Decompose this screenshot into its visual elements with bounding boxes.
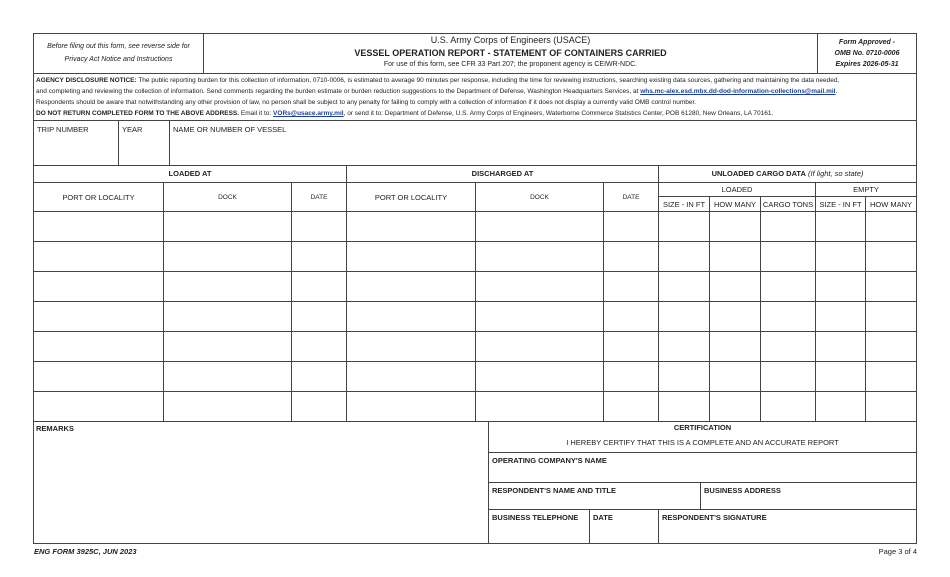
table-cell-empty-size[interactable] (816, 242, 866, 272)
operating-company-label: OPERATING COMPANY'S NAME (492, 456, 607, 465)
column-header-loaded-cargo-tons: CARGO TONS (761, 197, 816, 212)
table-cell-loaded-cargo-tons[interactable] (761, 272, 816, 302)
instructions-note-line1: Before filing out this form, see reverse side for (47, 43, 190, 50)
table-cell-dock-discharged[interactable] (476, 212, 604, 242)
trip-number-field[interactable] (34, 121, 119, 166)
table-cell-date-loaded[interactable] (292, 332, 347, 362)
table-cell-date-loaded[interactable] (292, 272, 347, 302)
table-cell-dock-loaded[interactable] (164, 332, 292, 362)
table-cell-port-loaded[interactable] (34, 302, 164, 332)
table-cell-empty-size[interactable] (816, 392, 866, 422)
omb-approval-line1: Form Approved - (838, 39, 896, 46)
table-cell-date-loaded[interactable] (292, 212, 347, 242)
table-cell-loaded-how-many[interactable] (710, 302, 761, 332)
table-cell-date-discharged[interactable] (604, 362, 659, 392)
table-cell-date-discharged[interactable] (604, 212, 659, 242)
return-text-2: , or send it to: Department of Defense, U.S. Army Corps of Engineers, Waterborne Commerce Statistics Center, POB 61280, New Orleans, LA 70161. (343, 110, 774, 117)
table-cell-loaded-cargo-tons[interactable] (761, 362, 816, 392)
table-cell-empty-how-many[interactable] (866, 272, 916, 302)
table-cell-loaded-size[interactable] (659, 362, 710, 392)
table-cell-port-loaded[interactable] (34, 272, 164, 302)
table-cell-dock-loaded[interactable] (164, 392, 292, 422)
table-cell-date-loaded[interactable] (292, 302, 347, 332)
signature-label: RESPONDENT'S SIGNATURE (662, 513, 767, 522)
table-cell-loaded-how-many[interactable] (710, 332, 761, 362)
empty-subheader: EMPTY (816, 183, 916, 197)
table-cell-date-discharged[interactable] (604, 332, 659, 362)
table-cell-loaded-cargo-tons[interactable] (761, 212, 816, 242)
certification-statement: I HEREBY CERTIFY THAT THIS IS A COMPLETE AND AN ACCURATE REPORT (489, 435, 916, 453)
disclosure-notice (34, 74, 916, 121)
table-cell-loaded-size[interactable] (659, 272, 710, 302)
table-cell-port-loaded[interactable] (34, 332, 164, 362)
table-cell-empty-how-many[interactable] (866, 392, 916, 422)
column-header-empty-how-many: HOW MANY (866, 197, 916, 212)
table-cell-empty-size[interactable] (816, 362, 866, 392)
table-cell-dock-loaded[interactable] (164, 272, 292, 302)
table-cell-dock-discharged[interactable] (476, 272, 604, 302)
agency-name: U.S. Army Corps of Engineers (USACE) (430, 35, 591, 45)
form-subtitle: For use of this form, see CFR 33 Part 207; the proponent agency is CEIWR-NDC. (383, 61, 638, 68)
business-address-field[interactable] (701, 483, 916, 510)
table-cell-empty-size[interactable] (816, 272, 866, 302)
table-cell-port-loaded[interactable] (34, 392, 164, 422)
table-cell-port-discharged[interactable] (347, 242, 476, 272)
business-address-label: BUSINESS ADDRESS (704, 486, 781, 495)
form-id: ENG FORM 3925C, JUN 2023 (34, 547, 137, 556)
table-cell-date-discharged[interactable] (604, 272, 659, 302)
table-cell-dock-loaded[interactable] (164, 212, 292, 242)
table-cell-loaded-how-many[interactable] (710, 272, 761, 302)
return-text-1: Email it to: (239, 110, 274, 117)
column-header-loaded-how-many: HOW MANY (710, 197, 761, 212)
table-cell-date-loaded[interactable] (292, 242, 347, 272)
respondent-name-field[interactable] (489, 483, 701, 510)
table-cell-port-loaded[interactable] (34, 212, 164, 242)
column-header-port-discharged: PORT OR LOCALITY (347, 183, 476, 212)
table-cell-date-discharged[interactable] (604, 242, 659, 272)
loaded-subheader: LOADED (659, 183, 816, 197)
table-cell-port-discharged[interactable] (347, 302, 476, 332)
table-cell-port-discharged[interactable] (347, 362, 476, 392)
table-cell-loaded-size[interactable] (659, 392, 710, 422)
table-cell-loaded-cargo-tons[interactable] (761, 302, 816, 332)
table-cell-loaded-size[interactable] (659, 212, 710, 242)
table-cell-loaded-how-many[interactable] (710, 242, 761, 272)
trip-number-label: TRIP NUMBER (37, 125, 89, 134)
year-field[interactable] (119, 121, 170, 166)
form-title: VESSEL OPERATION REPORT - STATEMENT OF CONTAINERS CARRIED (354, 48, 667, 58)
table-cell-dock-loaded[interactable] (164, 302, 292, 332)
remarks-field[interactable] (34, 421, 489, 543)
table-cell-date-loaded[interactable] (292, 392, 347, 422)
notice-text-1: The public reporting burden for this collection of information, 0710-0006, is estimated to average 90 minutes per response, including the time for reviewing instructions, searching existing data sources, gathering and maintaining the data needed, (136, 77, 840, 84)
table-cell-empty-size[interactable] (816, 302, 866, 332)
return-label: DO NOT RETURN COMPLETED FORM TO THE ABOVE ADDRESS. (36, 110, 240, 117)
column-header-dock-discharged: DOCK (476, 183, 604, 212)
table-cell-dock-discharged[interactable] (476, 362, 604, 392)
notice-text-2: and completing and reviewing the collection of information. Send comments regarding the burden estimate or burden reduction suggestions to the Department of Defense, Washington Headquarters Services, at (36, 88, 641, 95)
column-header-date-loaded: DATE (292, 183, 347, 212)
omb-number: OMB No. 0710-0006 (834, 50, 900, 57)
table-cell-date-discharged[interactable] (604, 392, 659, 422)
table-cell-dock-discharged[interactable] (476, 242, 604, 272)
notice-text-2-end: . (835, 88, 838, 95)
column-header-port-loaded: PORT OR LOCALITY (34, 183, 164, 212)
table-cell-empty-how-many[interactable] (866, 242, 916, 272)
table-cell-loaded-how-many[interactable] (710, 212, 761, 242)
table-cell-port-loaded[interactable] (34, 362, 164, 392)
signature-field[interactable] (659, 510, 916, 543)
remarks-label: REMARKS (36, 424, 74, 433)
table-cell-empty-how-many[interactable] (866, 212, 916, 242)
table-cell-empty-how-many[interactable] (866, 332, 916, 362)
year-label: YEAR (122, 125, 143, 134)
column-header-empty-size: SIZE - IN FT (816, 197, 866, 212)
table-cell-port-loaded[interactable] (34, 242, 164, 272)
table-cell-loaded-size[interactable] (659, 302, 710, 332)
table-cell-dock-loaded[interactable] (164, 242, 292, 272)
notice-text-3: Respondents should be aware that notwithstanding any other provision of law, no person shall be subject to any penalty for failing to comply with a collection of information if it does not display a currently valid OMB control number. (36, 99, 697, 106)
form-title-block (204, 34, 818, 74)
table-cell-loaded-cargo-tons[interactable] (761, 242, 816, 272)
table-cell-port-discharged[interactable] (347, 272, 476, 302)
respondent-name-label: RESPONDENT'S NAME AND TITLE (492, 486, 617, 495)
loaded-at-header: LOADED AT (34, 166, 347, 183)
column-header-date-discharged: DATE (604, 183, 659, 212)
table-cell-dock-discharged[interactable] (476, 392, 604, 422)
operating-company-field[interactable] (489, 453, 916, 483)
table-cell-loaded-size[interactable] (659, 332, 710, 362)
notice-label: AGENCY DISCLOSURE NOTICE: (36, 77, 137, 84)
table-cell-dock-discharged[interactable] (476, 332, 604, 362)
page-number: Page 3 of 4 (878, 547, 917, 556)
unloaded-cargo-note: (If light, so state) (807, 169, 864, 178)
vessel-name-label: NAME OR NUMBER OF VESSEL (173, 125, 287, 134)
table-cell-empty-size[interactable] (816, 332, 866, 362)
business-telephone-label: BUSINESS TELEPHONE (492, 513, 579, 522)
table-cell-dock-loaded[interactable] (164, 362, 292, 392)
table-cell-port-discharged[interactable] (347, 212, 476, 242)
table-cell-loaded-size[interactable] (659, 242, 710, 272)
table-cell-loaded-cargo-tons[interactable] (761, 392, 816, 422)
date-field[interactable] (590, 510, 659, 543)
unloaded-cargo-header (659, 166, 916, 183)
whs-email-link[interactable]: whs.mc-alex.esd.mbx.dd-dod-information-collections@mail.mil (640, 88, 836, 95)
table-cell-port-discharged[interactable] (347, 392, 476, 422)
omb-expiration: Expires 2026-05-31 (835, 61, 899, 68)
column-header-loaded-size: SIZE - IN FT (659, 197, 710, 212)
table-cell-empty-how-many[interactable] (866, 302, 916, 332)
table-cell-loaded-how-many[interactable] (710, 392, 761, 422)
table-cell-port-discharged[interactable] (347, 332, 476, 362)
table-cell-loaded-how-many[interactable] (710, 362, 761, 392)
instructions-note-line2: Privacy Act Notice and Instructions (64, 56, 173, 63)
column-header-dock-loaded: DOCK (164, 183, 292, 212)
certification-title: CERTIFICATION (673, 423, 732, 432)
table-cell-date-loaded[interactable] (292, 362, 347, 392)
discharged-at-header: DISCHARGED AT (347, 166, 659, 183)
table-cell-loaded-cargo-tons[interactable] (761, 332, 816, 362)
table-cell-empty-how-many[interactable] (866, 362, 916, 392)
table-cell-empty-size[interactable] (816, 212, 866, 242)
vors-email-link[interactable]: VORs@usace.army.mil (273, 110, 344, 117)
form-container (33, 33, 917, 544)
omb-approval (818, 34, 916, 74)
business-telephone-field[interactable] (489, 510, 590, 543)
date-label: DATE (593, 513, 613, 522)
table-cell-date-discharged[interactable] (604, 302, 659, 332)
vessel-name-field[interactable] (170, 121, 916, 166)
unloaded-cargo-title: UNLOADED CARGO DATA (711, 169, 806, 178)
table-cell-dock-discharged[interactable] (476, 302, 604, 332)
instructions-note (34, 34, 204, 74)
